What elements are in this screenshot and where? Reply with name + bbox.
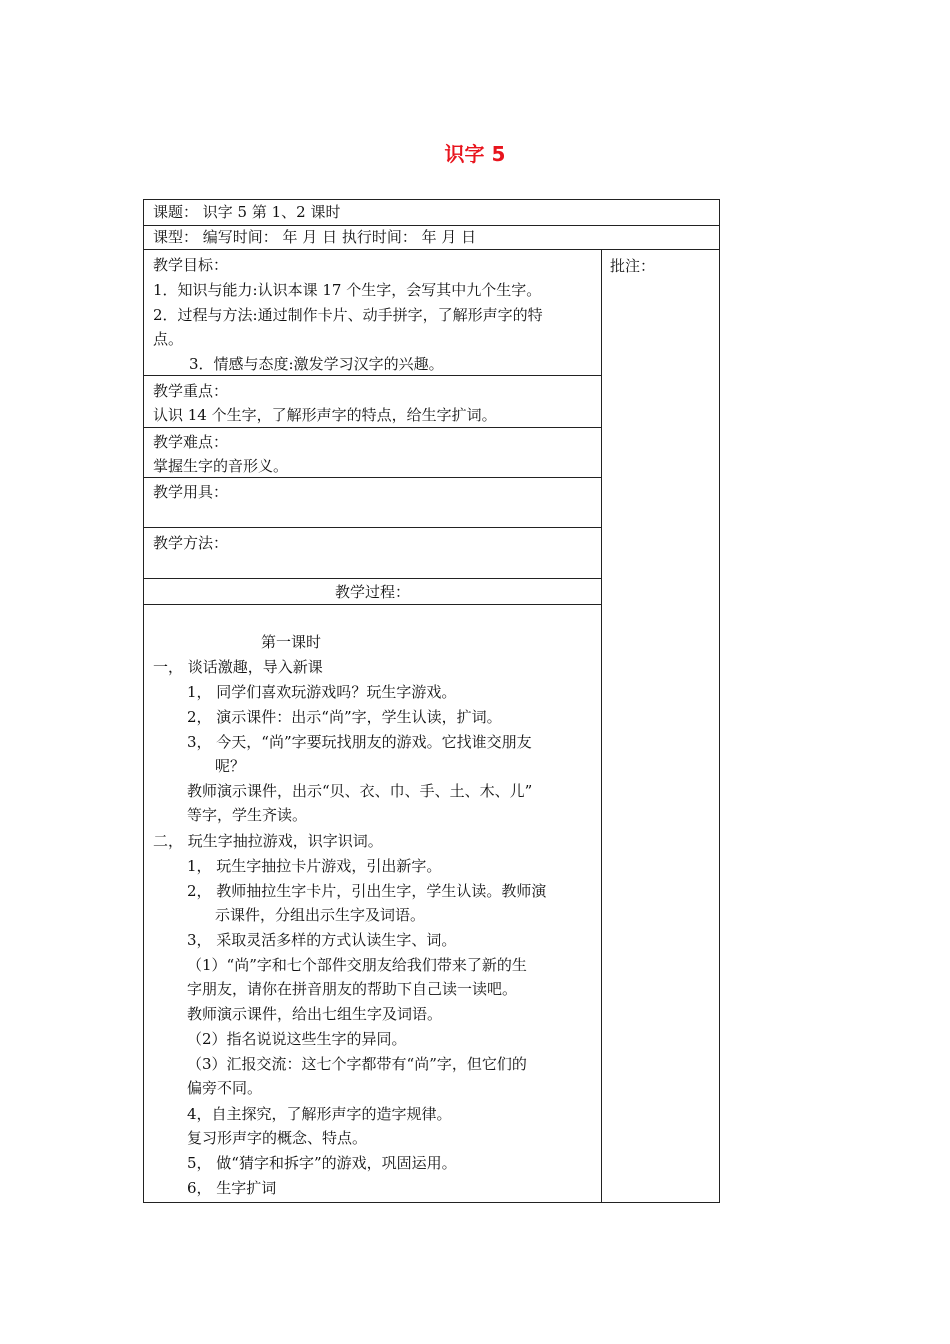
process-line: 字朋友，请你在拼音朋友的帮助下自己读一读吧。 (187, 980, 518, 998)
row-divider (143, 249, 720, 250)
process-line: 教师演示课件，出示“贝、衣、巾、手、土、木、儿” (187, 782, 533, 800)
process-line: 3， 今天，“尚”字要玩找朋友的游戏。它找谁交朋友 (187, 733, 532, 751)
process-line: 1， 同学们喜欢玩游戏吗？玩生字游戏。 (187, 683, 457, 701)
row-divider (143, 225, 720, 226)
process-line: 3， 采取灵活多样的方式认读生字、词。 (187, 931, 457, 949)
process-line: 2， 教师抽拉生字卡片，引出生字，学生认读。教师演 (187, 882, 547, 900)
process-line: 示课件，分组出示生字及词语。 (215, 906, 426, 924)
process-header: 教学过程： (334, 583, 410, 601)
process-line: 4，自主探究，了解形声字的造字规律。 (187, 1105, 452, 1123)
process-line: 二， 玩生字抽拉游戏，识字识词。 (153, 832, 383, 850)
process-line: （2）指名说说这些生字的异同。 (187, 1030, 407, 1048)
objective-attitude: 3．情感与态度:激发学习汉字的兴趣。 (189, 355, 444, 373)
table-border-right (719, 199, 720, 1203)
difficulties-text: 掌握生字的音形义。 (153, 457, 289, 475)
row-divider (143, 578, 602, 579)
process-line: 第一课时 (261, 633, 322, 651)
tools-label: 教学用具： (153, 483, 229, 501)
table-border-bottom (143, 1202, 720, 1203)
objective-process: 2．过程与方法:通过制作卡片、动手拼字，了解形声字的特 (153, 306, 543, 324)
row-divider (143, 477, 602, 478)
row-divider (143, 527, 602, 528)
process-line: 教师演示课件，给出七组生字及词语。 (187, 1005, 443, 1023)
lesson-plan-table (143, 199, 720, 1203)
row-divider (143, 427, 602, 428)
process-line: 偏旁不同。 (187, 1079, 263, 1097)
notes-column-divider (601, 249, 602, 1203)
difficulties-label: 教学难点： (153, 433, 229, 451)
objective-process-cont: 点。 (153, 330, 184, 348)
lesson-type-row: 课型： 编写时间： 年 月 日 执行时间： 年 月 日 (153, 228, 477, 246)
lesson-topic-row: 课题： 识字 5 第 1、2 课时 (153, 203, 341, 221)
process-line: 5， 做“猜字和拆字”的游戏，巩固运用。 (187, 1154, 457, 1172)
process-line: （1）“尚”字和七个部件交朋友给我们带来了新的生 (187, 956, 527, 974)
objective-knowledge: 1．知识与能力:认识本课 17 个生字，会写其中九个生字。 (153, 281, 542, 299)
process-line: 等字，学生齐读。 (187, 806, 308, 824)
notes-label: 批注： (610, 257, 656, 275)
row-divider (143, 375, 602, 376)
process-line: 一， 谈话激趣，导入新课 (153, 658, 323, 676)
key-points-text: 认识 14 个生字，了解形声字的特点，给生字扩词。 (153, 406, 497, 424)
methods-label: 教学方法： (153, 534, 229, 552)
document-title: 识字 5 (444, 142, 506, 166)
row-divider (143, 604, 602, 605)
objectives-label: 教学目标： (153, 256, 229, 274)
process-line: 呢？ (215, 757, 246, 775)
key-points-label: 教学重点： (153, 382, 229, 400)
table-border-top (143, 199, 720, 200)
process-line: 2， 演示课件：出示“尚”字，学生认读，扩词。 (187, 708, 502, 726)
table-border-left (143, 199, 144, 1203)
process-line: 1， 玩生字抽拉卡片游戏，引出新字。 (187, 857, 442, 875)
process-line: 复习形声字的概念、特点。 (187, 1129, 368, 1147)
process-line: （3）汇报交流：这七个字都带有“尚”字，但它们的 (187, 1055, 527, 1073)
process-line: 6， 生字扩词 (187, 1179, 277, 1197)
